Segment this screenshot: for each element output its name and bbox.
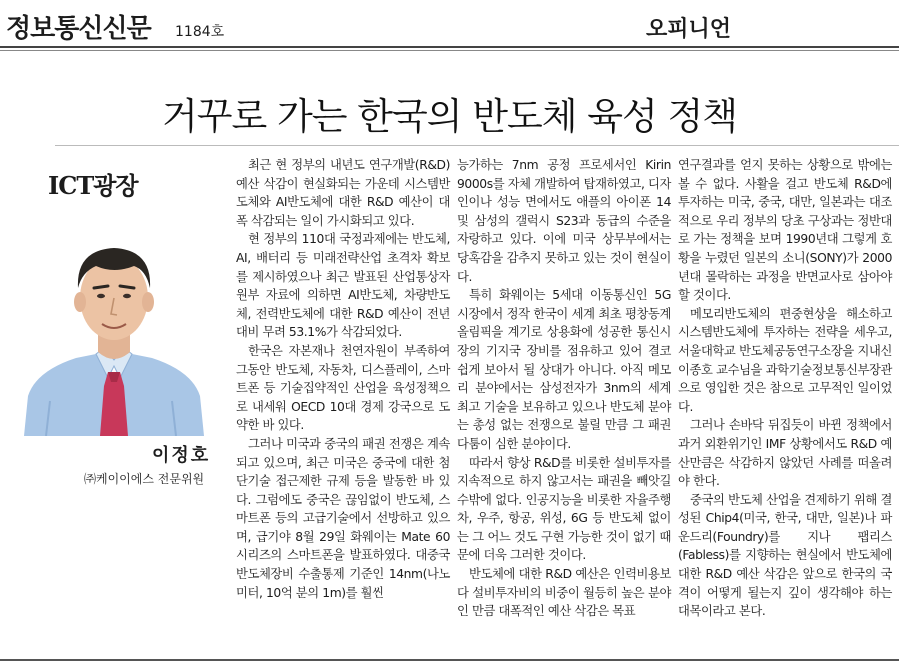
author-portrait <box>16 236 212 436</box>
paragraph: 메모리반도체의 편중현상을 해소하고 시스템반도체에 투자하는 전략을 세우고, 서울대학교 반도체공동연구소장을 지내신 이종호 교수님을 과학기술정보통신부장관으로 영입한 것은 참으로 고무적인 일이었다. <box>678 306 892 414</box>
headline: 거꾸로 가는 한국의 반도체 육성 정책 <box>162 95 737 138</box>
paragraph: 현 정부의 110대 국정과제에는 반도체, AI, 배터리 등 미래전략산업 초격차 확보를 제시하였으나 최근 발표된 산업통상자원부 자료에 의하면 AI반도체, 차량반도체, 전력반도체에 대한 R&D 예산이 전년 대비 무려 53.1%가 삭감되었다. <box>236 232 450 340</box>
masthead <box>0 0 899 60</box>
article-column-3 <box>678 156 892 646</box>
issue-number: 1184호 <box>175 24 225 40</box>
author-sidebar <box>0 150 225 660</box>
bottom-rule <box>0 659 899 661</box>
author-title: ㈜케이이에스 전문위원 <box>84 472 205 486</box>
headline-rule <box>55 145 899 146</box>
paper-name: 정보통신신문 <box>6 14 151 44</box>
paragraph: 따라서 향상 R&D를 비롯한 설비투자를 지속적으로 하지 않고서는 패권을 빼앗길 수밖에 없다. 인공지능을 비롯한 자율주행차, 우주, 항공, 위성, 6G 등 반도체 없이는 그 어느 것도 구현 가능한 것이 없기 때문에 더욱 그러한 것이다. <box>457 455 671 563</box>
article-column-1 <box>236 156 450 646</box>
article-column-2 <box>457 156 671 646</box>
paragraph: 중국의 반도체 산업을 견제하기 위해 결성된 Chip4(미국, 한국, 대만, 일본)나 파운드리(Foundry)를 지나 팹리스(Fabless)를 지향하는 현실에서 반도체에 대한 R&D 예산 삭감은 앞으로 한국의 국격이 어떻게 될는지 깊이 생각해야 하는 대목이라고 본다. <box>678 492 892 619</box>
paragraph: 그러나 손바닥 뒤집듯이 바뀐 정책에서 과거 외환위기인 IMF 상황에서도 R&D 예산만큼은 삭감하지 않았던 사례를 떠올려야 한다. <box>678 418 892 489</box>
paragraph: 반도체에 대한 R&D 예산은 인력비용보다 설비투자비의 비중이 월등히 높은 분야인 만큼 대폭적인 예산 삭감은 목표 <box>457 567 671 619</box>
top-rule-thin <box>0 50 899 51</box>
paragraph: 연구결과를 얻지 못하는 상황으로 밖에는 볼 수 없다. 사활을 걸고 반도체 R&D에 투자하는 미국, 중국, 대만, 일본과는 대조적으로 우리 정부의 당초 구상과는 정반대로 가는 정책을 보며 1990년대 그렇게 호황을 누렸던 일본의 소니(SONY)가 2000년대 몰락하는 과정을 반면교사로 삼아야 할 것이다. <box>678 158 892 303</box>
paragraph: 한국은 자본재나 천연자원이 부족하여 그동안 반도체, 자동차, 디스플레이, 스마트폰 등 기술집약적인 산업을 육성정책으로 내세워 OECD 10대 경제 강국으로 도약한 바 있다. <box>236 343 450 433</box>
paragraph: 그러나 미국과 중국의 패권 전쟁은 계속되고 있으며, 최근 미국은 중국에 대한 첨단기술 접근제한 규제 등을 발동한 바 있다. 그럼에도 중국은 끊임없이 반도체, 스마트폰 등의 고급기술에서 선방하고 있으며, 급기야 8월 29일 화웨이는 Mate 60 시리즈의 스마트폰을 발표하였다. 대중국 반도체장비 수출통제 기준인 14nm(나노미터, 10억 분의 1m)를 훨씬 <box>236 436 450 600</box>
section-title: 오피니언 <box>645 17 731 42</box>
paragraph: 최근 현 정부의 내년도 연구개발(R&D) 예산 삭감이 현실화되는 가운데 시스템반도체와 AI반도체에 대한 R&D 예산이 대폭 삭감되는 일이 가시화되고 있다. <box>236 158 450 228</box>
author-name: 이정호 <box>152 445 211 466</box>
top-rule <box>0 46 899 48</box>
paragraph: 특히 화웨이는 5세대 이동통신인 5G 시장에서 정작 한국이 세계 최초 평창동계올림픽을 계기로 상용화에 성공한 통신시장의 기지국 장비를 점유하고 있어 결코 쉽게 보아서 될 상대가 아니다. 아직 메모리 분야에서는 삼성전자가 3nm의 세계 최고 기술을 보유하고 있으나 반도체 분야는 총성 없는 전쟁으로 불릴 만큼 그 패권 다툼이 심한 분야이다. <box>457 288 671 451</box>
paragraph: 능가하는 7nm 공정 프로세서인 Kirin 9000s를 자체 개발하여 탑재하였고, 디자인이나 성능 면에서도 애플의 아이폰 14 및 삼성의 갤럭시 S23과 동급의 수준을 자랑하고 있다. 이에 미국 상무부에서는 당혹감을 감추지 못하고 있는 것이 현실이다. <box>457 158 671 284</box>
column-corner-label: ICT광장 <box>48 171 138 200</box>
